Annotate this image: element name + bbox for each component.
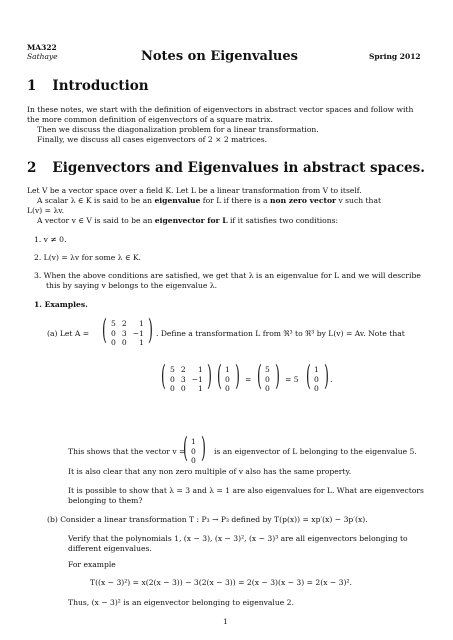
right-paren: ) — [235, 359, 240, 392]
section-1-number: 1 — [27, 78, 37, 94]
intro-line-4: Finally, we discuss all cases eigenvectors of 2 × 2 matrices. — [37, 135, 268, 144]
example-a-text: . Define a transformation L from ℜ³ to ℜ³ by L(v) = Av. Note that — [156, 329, 405, 338]
right-paren: ) — [324, 359, 329, 392]
shows-text-b: is an eigenvector of L belonging to the eigenvalue 5. — [214, 447, 417, 456]
verify-text-1: Verify that the polynomials 1, (x − 3), (x − 3)², (x − 3)³ are all eigenvectors belonging to — [68, 534, 408, 543]
right-paren: ) — [207, 359, 212, 392]
matrix-cell: 0 — [121, 338, 127, 347]
period: . — [330, 375, 333, 384]
left-paren: ( — [161, 359, 166, 392]
vector-cell: 1 — [191, 437, 196, 446]
equals-five: = 5 — [285, 375, 299, 384]
matrix-cell: 0 — [170, 374, 175, 384]
for-example: For example — [68, 560, 116, 569]
vector-cell: 0 — [265, 374, 270, 384]
vector-cell: 0 — [314, 374, 319, 384]
non-zero-vector-term: non zero vector — [270, 196, 337, 205]
matrix-a-product — [167, 365, 206, 394]
condition-2: 2. L(v) = λv for some λ ∈ K. — [34, 253, 141, 262]
eigenvector-term: eigenvector for L — [154, 216, 228, 225]
eigenvalue-term: eigenvalue — [154, 196, 201, 205]
left-paren: ( — [306, 359, 311, 392]
s2-line-4 — [37, 216, 338, 226]
section-2-number: 2 — [27, 160, 37, 176]
vector-cell: 0 — [225, 374, 230, 384]
shows-text-a: This shows that the vector v = — [68, 447, 186, 456]
matrix-cell: 0 — [180, 384, 186, 393]
section-1-heading — [27, 78, 149, 94]
vector-result — [262, 365, 273, 394]
matrix-cell: 0 — [170, 384, 175, 393]
vector-v — [188, 437, 199, 466]
formula-line: T((x − 3)²) = x(2(x − 3)) − 3(2(x − 3)) = 2(x − 3)(x − 3) = 2(x − 3)². — [90, 578, 352, 587]
matrix-cell: 0 — [111, 328, 116, 338]
matrix-cell: 1 — [198, 384, 203, 393]
section-2-heading — [27, 160, 425, 176]
matrix-cell: 3 — [180, 374, 186, 384]
page-number: 1 — [223, 617, 228, 626]
left-paren: ( — [217, 359, 222, 392]
s2-text: if it satisfies two conditions: — [227, 216, 339, 225]
matrix-cell: 2 — [180, 365, 186, 374]
matrix-cell: 3 — [121, 328, 127, 338]
examples-label: 1. Examples. — [34, 300, 88, 309]
term-label: Spring 2012 — [369, 52, 421, 61]
section-2-title: Eigenvectors and Eigenvalues in abstract spaces. — [52, 160, 425, 176]
intro-line-3: Then we discuss the diagonalization problem for a linear transformation. — [37, 125, 319, 134]
document-title: Notes on Eigenvalues — [141, 49, 298, 64]
vector-cell: 0 — [225, 384, 230, 393]
s2-line-1: Let V be a vector space over a field K. Let L be a linear transformation from V to itself. — [27, 186, 362, 195]
matrix-cell: 1 — [139, 319, 144, 328]
examples-heading — [34, 300, 88, 310]
left-paren: ( — [257, 359, 262, 392]
matrix-a — [108, 319, 147, 348]
s2-text: for L if there is a — [200, 196, 270, 205]
matrix-cell: −1 — [132, 328, 144, 338]
vector-cell: 0 — [191, 446, 196, 456]
vector-e1-scaled — [311, 365, 322, 394]
vector-cell: 1 — [314, 365, 319, 374]
s2-text: A scalar λ ∈ K is said to be an — [37, 196, 155, 205]
clear-text: It is also clear that any non zero multiple of v also has the same property. — [68, 467, 352, 476]
intro-line-2: the more common definition of eigenvectors of a square matrix. — [27, 115, 273, 124]
left-paren: ( — [102, 313, 107, 346]
example-b-line: (b) Consider a linear transformation T : P₃ → P₃ defined by T(p(x)) = xp′(x) − 3p′(x). — [47, 515, 368, 524]
right-paren: ) — [148, 313, 153, 346]
right-paren: ) — [275, 359, 280, 392]
section-1-title: Introduction — [52, 78, 149, 94]
possible-text-2: belonging to them? — [68, 496, 143, 505]
intro-line-1: In these notes, we start with the definition of eigenvectors in abstract vector spaces and follow with — [27, 105, 414, 114]
thus-text: Thus, (x − 3)² is an eigenvector belonging to eigenvalue 2. — [68, 598, 294, 607]
s2-text: A vector v ∈ V is said to be an — [37, 216, 155, 225]
author-name: Sathaye — [27, 52, 58, 61]
vector-cell: 0 — [314, 384, 319, 393]
verify-text-2: different eigenvalues. — [68, 544, 152, 553]
possible-text-1: It is possible to show that λ = 3 and λ = 1 are also eigenvalues for L. What are eigenvectors — [68, 486, 424, 495]
left-paren: ( — [183, 431, 188, 464]
vector-cell: 1 — [225, 365, 230, 374]
vector-cell: 0 — [191, 456, 196, 465]
vector-cell: 5 — [265, 365, 270, 374]
matrix-cell: −1 — [191, 374, 203, 384]
s2-line-3: L(v) = λv. — [27, 206, 65, 215]
s2-line-2 — [37, 196, 381, 206]
condition-3-line-2: this by saying v belongs to the eigenvalue λ. — [46, 281, 218, 290]
course-code: MA322 — [27, 43, 57, 52]
equals-sign: = — [245, 375, 252, 384]
matrix-cell: 2 — [121, 319, 127, 328]
matrix-cell: 0 — [111, 338, 116, 347]
matrix-cell: 5 — [111, 319, 116, 328]
matrix-cell: 1 — [139, 338, 144, 347]
matrix-cell: 5 — [170, 365, 175, 374]
vector-cell: 0 — [265, 384, 270, 393]
condition-3-line-1: 3. When the above conditions are satisfied, we get that λ is an eigenvalue for L and we will describe — [34, 271, 421, 280]
vector-e1 — [222, 365, 233, 394]
right-paren: ) — [201, 431, 206, 464]
example-a-label: (a) Let A = — [47, 329, 90, 338]
condition-1: 1. v ≠ 0. — [34, 235, 67, 244]
s2-text: v such that — [336, 196, 382, 205]
matrix-cell: 1 — [198, 365, 203, 374]
